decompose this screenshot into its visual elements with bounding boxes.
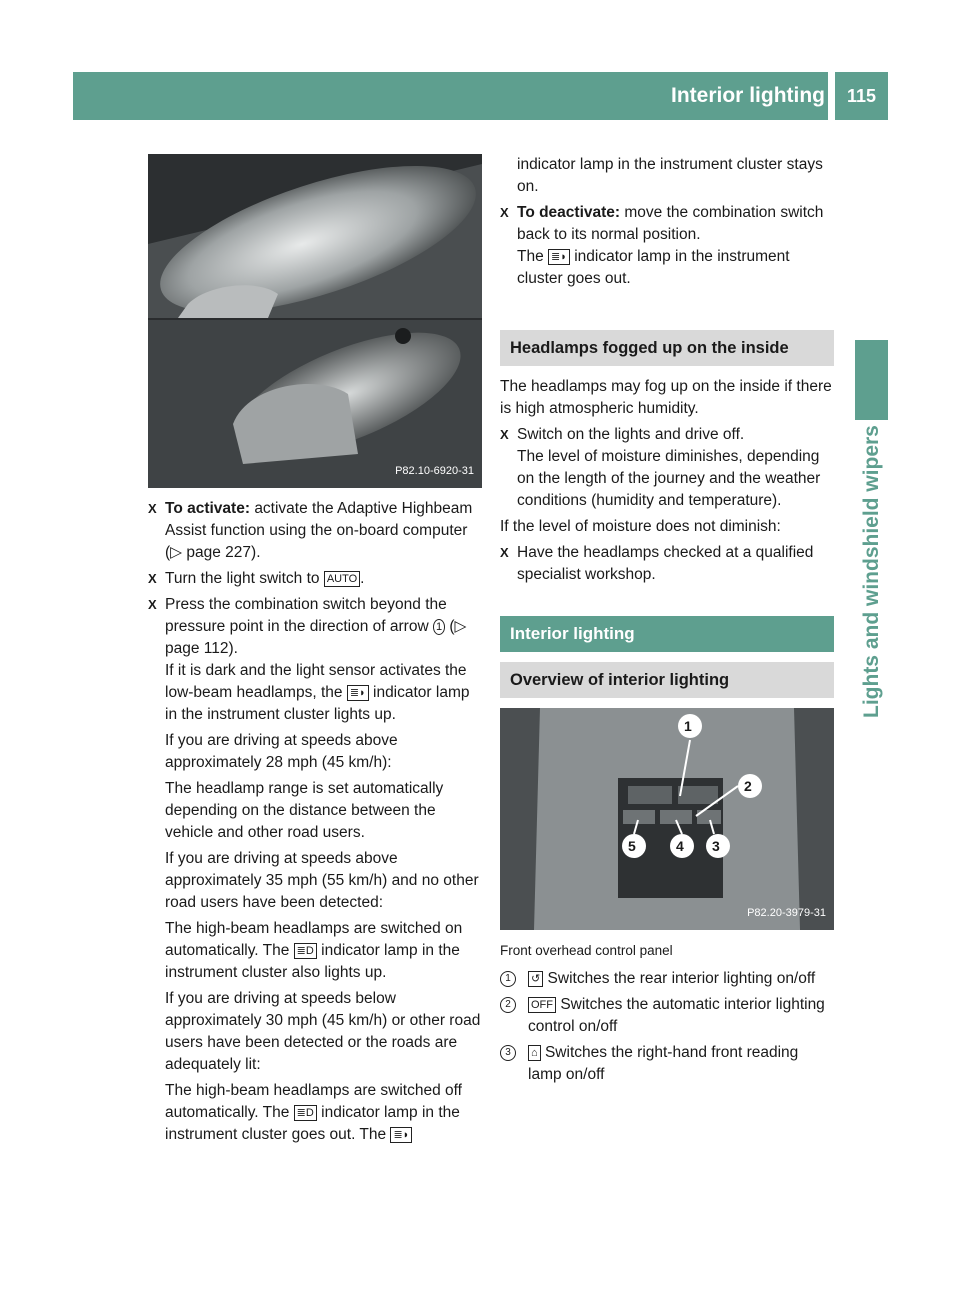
overhead-panel-photo [500,708,834,930]
section-tab [855,340,888,420]
step-text: indicator lamp in the instrument cluster lights up. [165,684,470,723]
step-arrow-icon: X [148,597,157,612]
legend-text: Switches the rear interior lighting on/off [547,970,816,987]
paragraph-text: The high-beam headlamps are switched on automatically. The [165,920,463,959]
paragraph [148,1080,482,1146]
figure-caption: Front overhead control panel [500,943,673,958]
paragraph: indicator lamp in the instrument cluster stays on. [517,156,823,195]
step-text: Have the headlamps checked at a qualified specialist workshop. [517,544,814,583]
step-arrow-icon: X [500,205,509,220]
paragraph: The headlamp range is set automatically depending on the distance between the vehicle and other road users. [165,780,444,841]
paragraph: If you are driving at speeds above approximately 35 mph (55 km/h) and no other road users have been detected: [165,850,479,911]
page-title: Interior lighting [671,84,825,107]
step-text: Turn the light switch to [165,570,320,587]
paragraph [148,918,482,984]
left-column [148,498,482,1150]
image-code: P82.20-3979-31 [747,907,826,919]
callout-number-icon: 2 [500,997,516,1013]
step-deactivate [500,202,834,290]
callout-label: 5 [628,838,636,854]
step-arrow-icon: X [500,427,509,442]
overhead-panel-drawing [500,708,834,930]
step-text: Press the combination switch beyond the pressure point in the direction of arrow [165,596,447,635]
step-text: Switch on the lights and drive off. [517,426,745,443]
auto-lighting-off-icon: OFF [528,997,556,1013]
step-text: indicator lamp in the instrument cluster goes out. [517,248,790,287]
section-heading-overview: Overview of interior lighting [500,662,834,698]
paragraph: If the level of moisture does not diminish: [500,518,781,535]
rear-lighting-icon: ↺ [528,971,543,987]
paragraph: The headlamps may fog up on the inside if there is high atmospheric humidity. [500,378,832,417]
callout-number-icon: 1 [433,619,445,635]
highbeam-drawing [148,154,482,488]
legend-item [500,1042,834,1086]
reading-lamp-icon: ⌂ [528,1045,541,1061]
section-heading-interior-lighting: Interior lighting [500,616,834,652]
step-text: activate the Adaptive Highbeam Assist function using the on-board computer (▷ page 227). [165,500,473,561]
legend-item [500,968,834,990]
lowbeam-indicator-icon: ≣◗ [548,249,570,265]
step-label: To activate: [165,500,250,517]
step-arrow-icon: X [148,501,157,516]
paragraph: If you are driving at speeds below approximately 30 mph (45 km/h) or other road users have been detected or the roads are adequately lit: [165,990,481,1073]
legend-text: Switches the automatic interior lighting control on/off [528,996,825,1035]
step-text: (▷ page 112). [165,618,467,657]
paragraph-text: indicator lamp in the instrument cluster also lights up. [165,942,460,981]
step-text: move the combination switch back to its normal position. [517,204,824,243]
step-arrow-icon: X [148,571,157,586]
paragraph-text: The high-beam headlamps are switched off automatically. The [165,1082,462,1121]
step-combination-switch [148,594,482,726]
step-arrow-icon: X [500,545,509,560]
paragraph: If you are driving at speeds above approximately 28 mph (45 km/h): [165,732,398,771]
callout-label: 1 [684,718,692,734]
paragraph-text: indicator lamp in the instrument cluster goes out. The [165,1104,460,1143]
right-column [500,154,834,1090]
callout-number-icon: 1 [500,971,516,987]
section-heading-fog: Headlamps fogged up on the inside [500,330,834,366]
auto-symbol-icon: AUTO [324,571,360,587]
callout-label: 4 [676,838,684,854]
step-label: To deactivate: [517,204,621,221]
lowbeam-indicator-icon: ≣◗ [390,1127,412,1143]
step-text: The [517,248,544,265]
highbeam-illustration [148,154,482,488]
step-light-switch [148,568,482,590]
legend-item [500,994,834,1038]
legend-text: Switches the right-hand front reading lamp on/off [528,1044,799,1083]
step-text: The level of moisture diminishes, depending on the length of the journey and the weather conditions (humidity and temperature). [517,448,821,509]
section-side-label: Lights and windshield wipers [860,425,883,718]
highbeam-indicator-icon: ≣D [294,943,317,959]
image-code: P82.10-6920-31 [395,465,474,477]
lowbeam-indicator-icon: ≣◗ [347,685,369,701]
step-activate [148,498,482,564]
callout-label: 3 [712,838,720,854]
step-switch-on-lights [500,424,834,512]
step-text: If it is dark and the light sensor activates the low-beam headlamps, the [165,662,467,701]
page-number: 115 [835,72,888,120]
highbeam-indicator-icon: ≣D [294,1105,317,1121]
step-text: . [360,570,365,587]
step-check-headlamps [500,542,834,586]
callout-number-icon: 3 [500,1045,516,1061]
callout-label: 2 [744,778,752,794]
